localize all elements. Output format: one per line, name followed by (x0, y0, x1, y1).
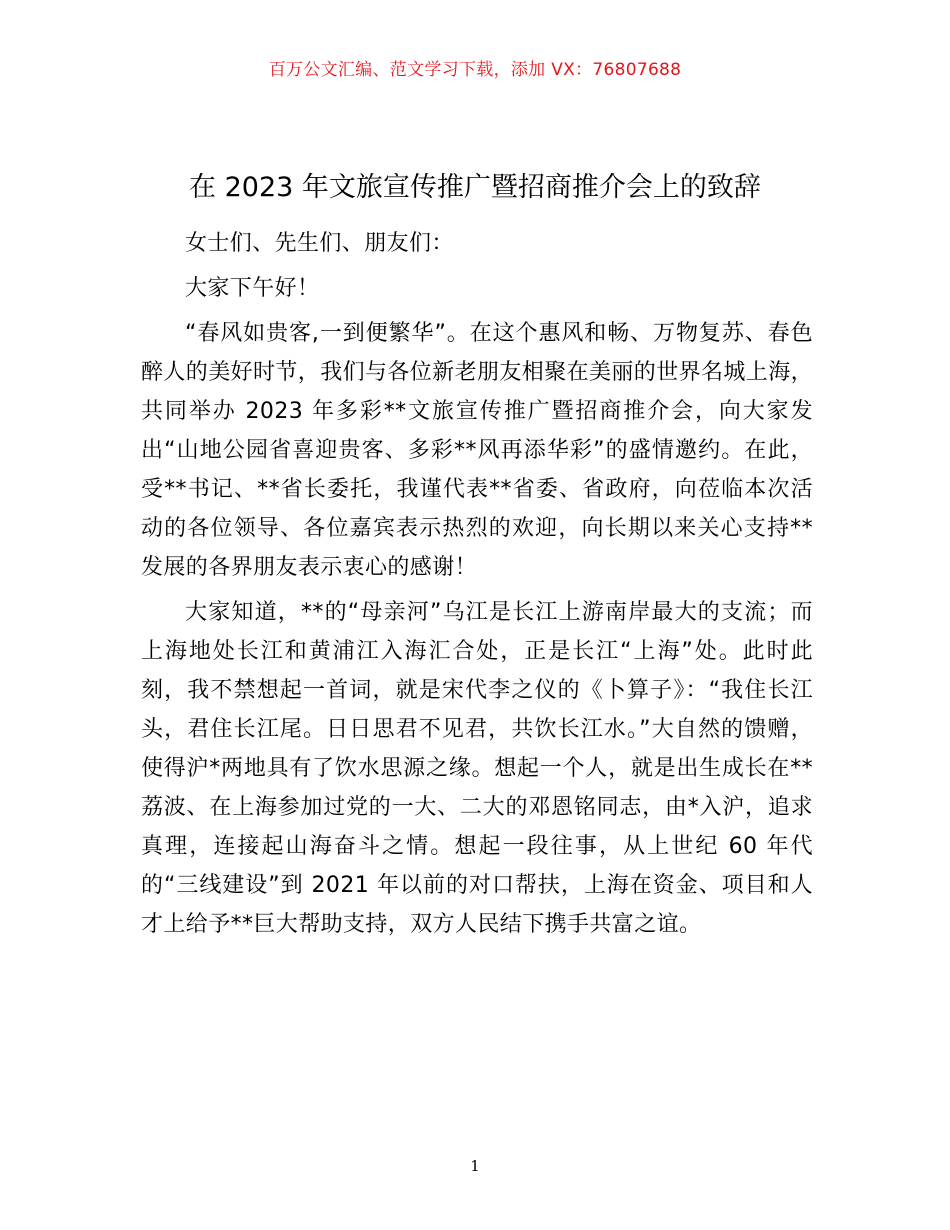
greeting-paragraph: 大家下午好！ (185, 276, 320, 301)
document-title: 在 2023 年文旅宣传推广暨招商推介会上的致辞 (189, 172, 761, 203)
body-paragraph: 大家知道，**的“母亲河”乌江是长江上游南岸最大的支流；而上海地处长江和黄浦江入海汇合处，正是长江“上海”处。此时此刻，我不禁想起一首词，就是宋代李之仪的《卜算子》：“我住长江头，君住长江尾。日日思君不见君，共饮长江水。”大自然的馈赠，使得沪*两地具有了饮水思源之缘。想起一个人，就是出生成长在**荔波、在上海参加过党的一大、二大的邓恩铭同志，由*入沪，追求真理，连接起山海奋斗之情。想起一段往事，从上世纪 60 年代的“三线建设”到 2021 年以前的对口帮扶，上海在资金、项目和人才上给予**巨大帮助支持，双方人民结下携手共富之谊。 (141, 600, 813, 937)
document-body (141, 224, 813, 950)
salutation-paragraph: 女士们、先生们、朋友们： (185, 231, 454, 256)
page-number: 1 (470, 1157, 480, 1175)
body-paragraph: “春风如贵客,一到便繁华”。在这个惠风和畅、万物复苏、春色醉人的美好时节，我们与各位新老朋友相聚在美丽的世界名城上海，共同举办 2023 年多彩**文旅宣传推广暨招商推介会，向大家发出“山地公园省喜迎贵客、多彩**风再添华彩”的盛情邀约。在此，受**书记、**省长委托，我谨代表**省委、省政府，向莅临本次活动的各位领导、各位嘉宾表示热烈的欢迎，向长期以来关心支持**发展的各界朋友表示衷心的感谢！ (141, 321, 814, 580)
header-promo-text: 百万公文汇编、范文学习下载，添加 VX：76807688 (268, 60, 682, 80)
